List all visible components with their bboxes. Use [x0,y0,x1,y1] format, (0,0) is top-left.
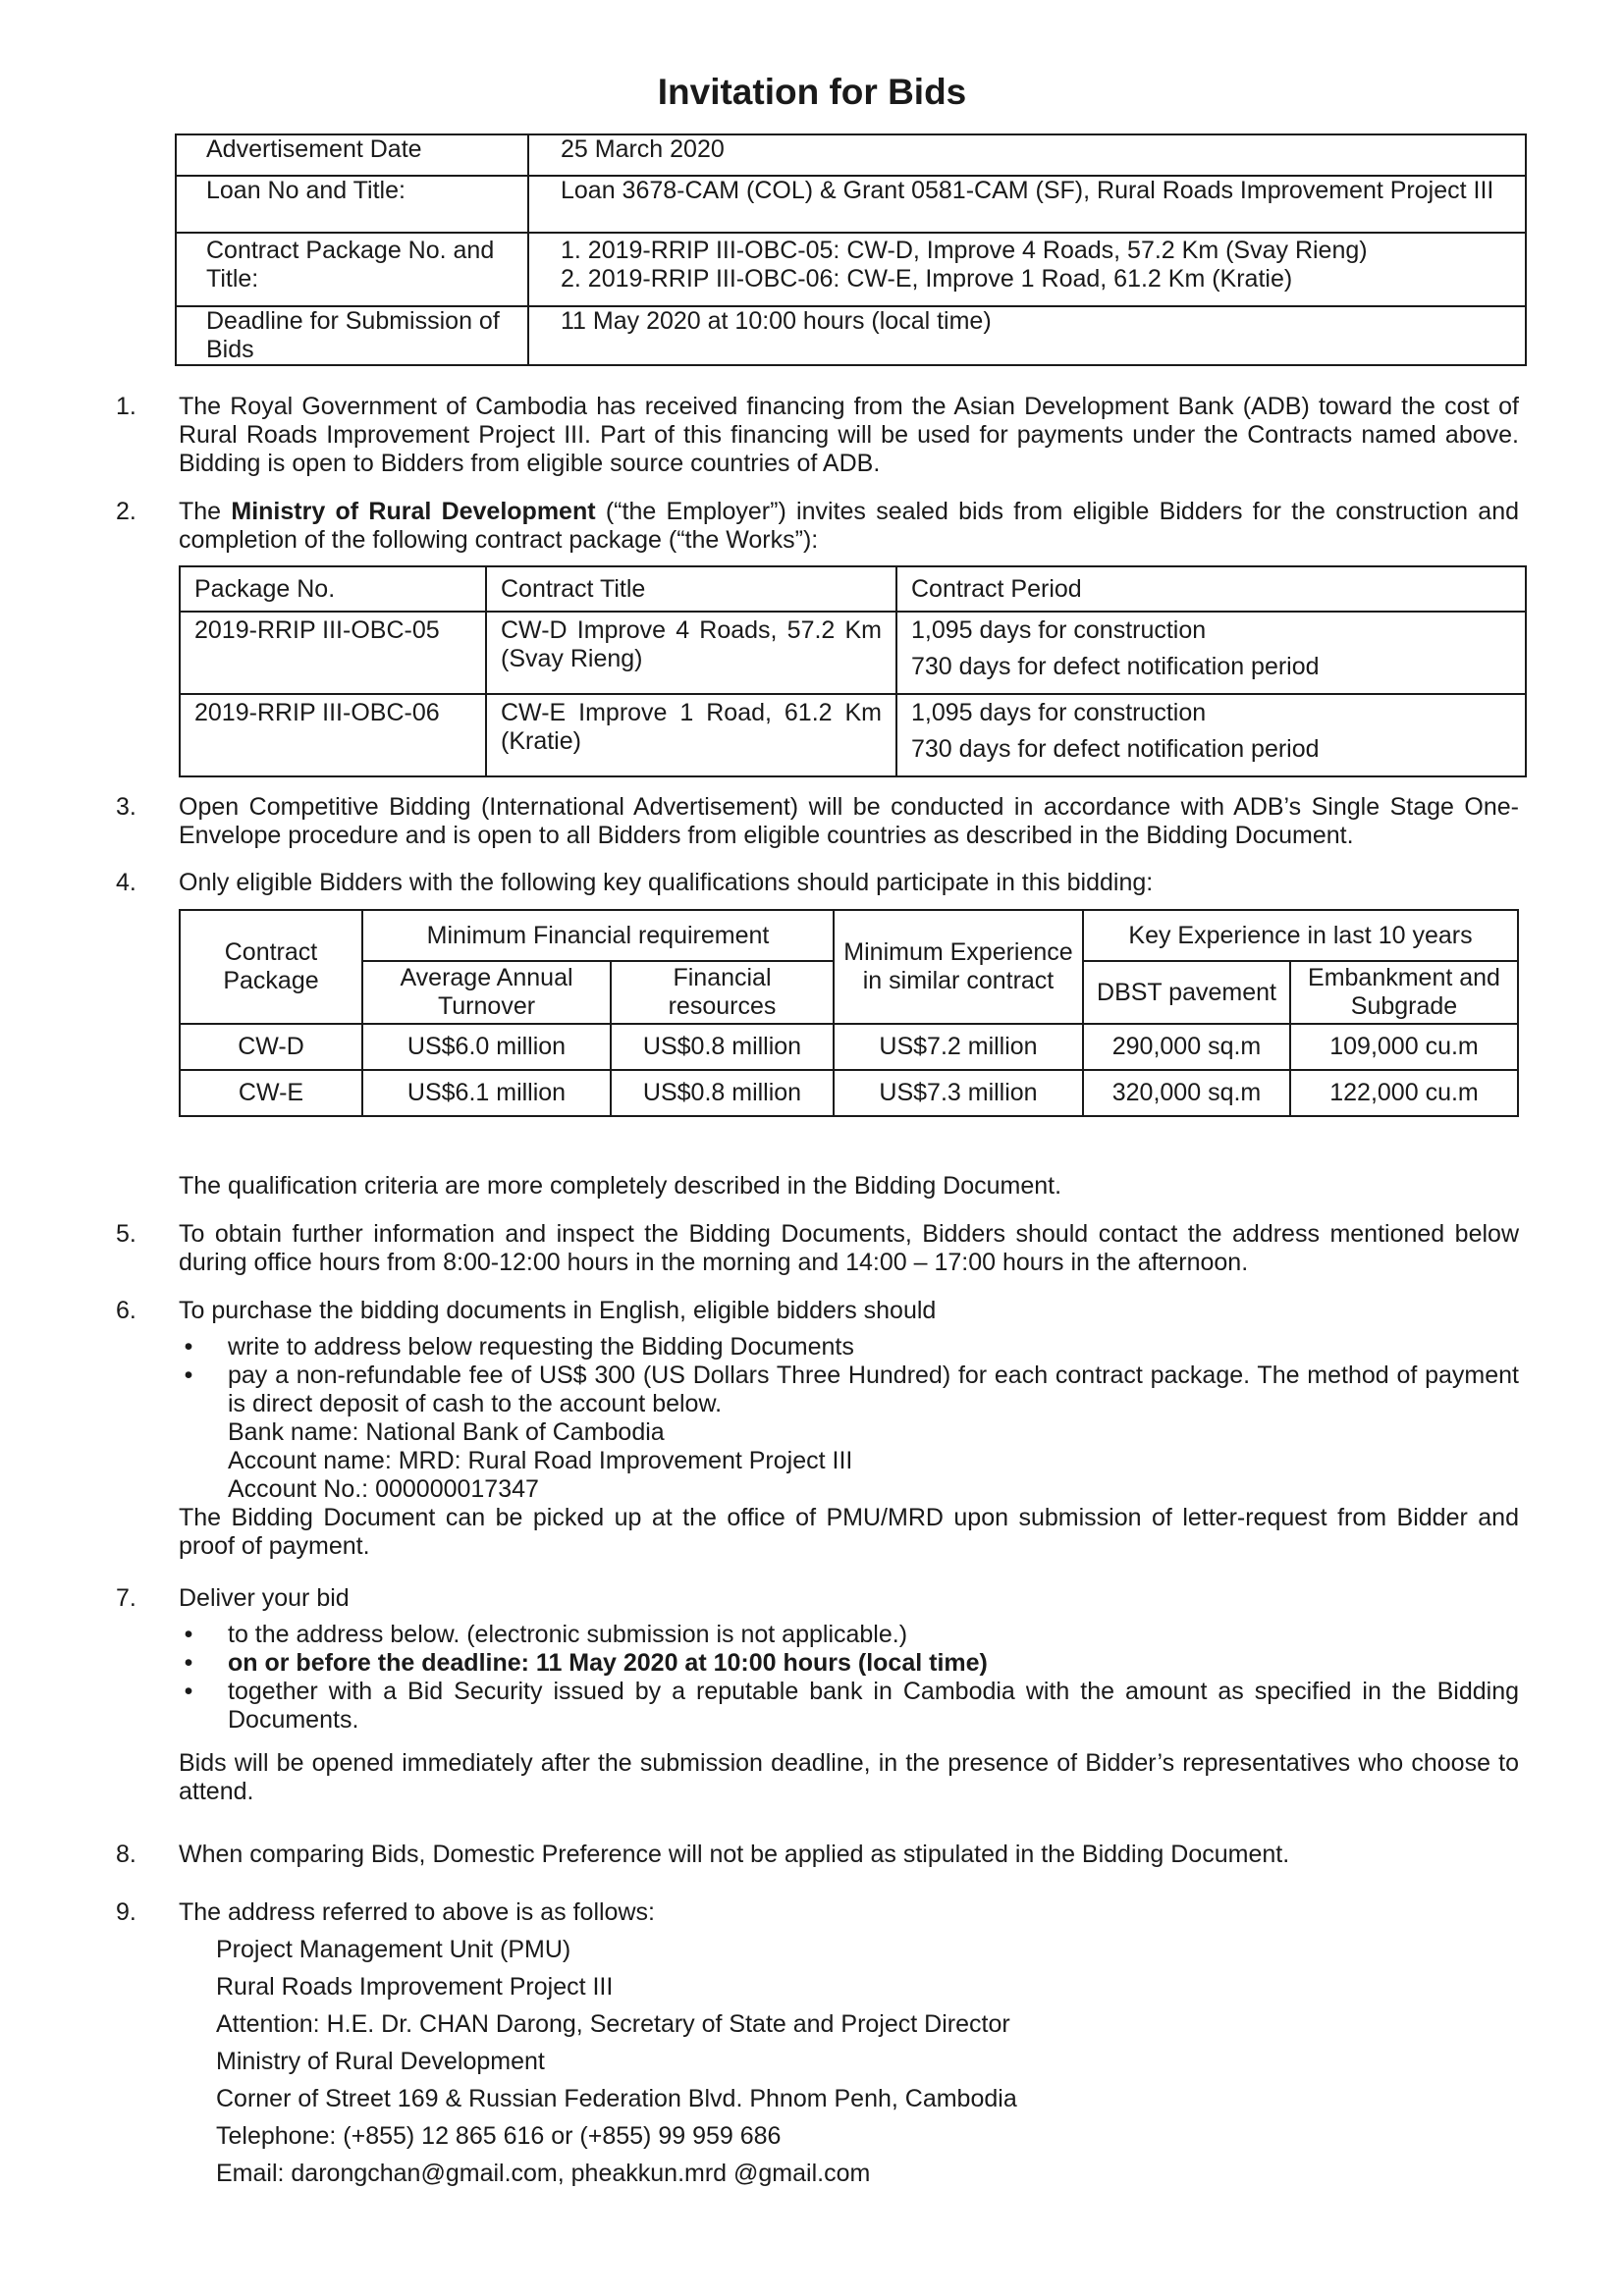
qual-turnover: US$6.0 million [362,1024,611,1070]
qual-row [180,1024,1518,1070]
works-table [179,565,1527,777]
qual-dbst: 290,000 sq.m [1083,1024,1290,1070]
works-header-row [180,566,1526,612]
qual-package: CW-E [180,1070,362,1116]
bullet-item [179,1649,1519,1678]
para-number: 5. [116,1220,136,1248]
qual-package: CW-D [180,1024,362,1070]
qual-embankment: 109,000 cu.m [1290,1024,1518,1070]
qual-resources: US$0.8 million [611,1070,834,1116]
bullet-glyph: • [184,1362,193,1389]
para-number: 1. [116,393,136,420]
qual-experience: US$7.3 million [834,1070,1083,1116]
info-value: 11 May 2020 at 10:00 hours (local time) [528,306,1526,365]
qual-header-dbst: DBST pavement [1083,961,1290,1024]
works-header: Contract Period [896,566,1526,612]
account-name: Account name: MRD: Rural Road Improvement Project III [228,1447,853,1474]
bullet-glyph: • [184,1649,193,1677]
period-construction: 1,095 days for construction [911,699,1207,726]
qual-resources: US$0.8 million [611,1024,834,1070]
qual-header-embankment: Embankment and Subgrade [1290,961,1518,1024]
address-line: Ministry of Rural Development [216,2048,545,2075]
info-value: 25 March 2020 [528,134,1526,176]
bullet-text: to the address below. (electronic submission is not applicable.) [228,1621,908,1648]
info-label [176,233,528,306]
para-text: Deliver your bid [179,1584,350,1612]
qualification-table [179,909,1519,1117]
bullet-glyph: • [184,1333,193,1361]
para-section [179,1584,1519,1806]
bullet-glyph: • [184,1678,193,1705]
qual-header-financial: Minimum Financial requirement [362,910,834,961]
qual-header-package: Contract Package [180,910,362,1024]
para-number: 3. [116,793,136,821]
para-text: The address referred to above is as follows: [179,1898,655,1926]
works-title: CW-E Improve 1 Road, 61.2 Km (Kratie) [486,694,896,776]
works-header: Package No. [180,566,486,612]
para-text: Bids will be opened immediately after the submission deadline, in the presence of Bidder’s representatives who choose to attend. [179,1749,1519,1805]
para-text: To purchase the bidding documents in English, eligible bidders should [179,1297,937,1324]
bullet-item [179,1621,1519,1649]
para-number: 6. [116,1297,136,1324]
bullet-text-deadline: on or before the deadline: 11 May 2020 at 10:00 hours (local time) [228,1649,988,1677]
bullet-list [179,1333,1519,1504]
works-package: 2019-RRIP III-OBC-06 [180,694,486,776]
works-header: Contract Title [486,566,896,612]
info-row [176,134,1526,176]
info-label: Loan No and Title: [176,176,528,233]
para-number: 8. [116,1841,136,1868]
para-number: 2. [116,498,136,525]
employer-name: Ministry of Rural Development [231,498,596,525]
address-line: Corner of Street 169 & Russian Federation Blvd. Phnom Penh, Cambodia [216,2085,1017,2112]
qualification-note: The qualification criteria are more completely described in the Bidding Document. [179,1172,1062,1200]
bank-name: Bank name: National Bank of Cambodia [228,1418,665,1446]
qual-row [180,1070,1518,1116]
para-text: Open Competitive Bidding (International Advertisement) will be conducted in accordance with ADB’s Single Stage One-Envelope procedure and is open to all Bidders from eligible countries as described in the Bidding Document. [179,793,1519,849]
works-row [180,612,1526,694]
para-text-pre: The [179,498,232,525]
account-number: Account No.: 000000017347 [228,1475,539,1503]
para-text: To obtain further information and inspect the Bidding Documents, Bidders should contact the address mentioned below during office hours from 8:00-12:00 hours in the morning and 14:00 – 17:00 hours in the afternoon. [179,1220,1519,1276]
para-text [179,498,1519,555]
works-title: CW-D Improve 4 Roads, 57.2 Km (Svay Rieng) [486,612,896,694]
bullet-item [179,1362,1519,1504]
bid-info-table [175,133,1527,366]
info-row [176,306,1526,365]
address-line: Rural Roads Improvement Project III [216,1973,614,2001]
info-label-text: Contract Package No. and Title: [206,237,495,293]
qual-header-turnover: Average Annual Turnover [362,961,611,1024]
para-text: The Royal Government of Cambodia has received financing from the Asian Development Bank (ADB) toward the cost of Rural Roads Improvement Project III. Part of this financing will be used for payments under the Contracts named above. Bidding is open to Bidders from eligible source countries of ADB. [179,393,1519,477]
bullet-item [179,1678,1519,1735]
package-line-2: 2. 2019-RRIP III-OBC-06: CW-E, Improve 1 Road, 61.2 Km (Kratie) [561,265,1293,293]
bullet-text: write to address below requesting the Bidding Documents [228,1333,854,1361]
bullet-text: pay a non-refundable fee of US$ 300 (US Dollars Three Hundred) for each contract package. The method of payment is direct deposit of cash to the account below. [228,1362,1519,1417]
qual-embankment: 122,000 cu.m [1290,1070,1518,1116]
para-number: 4. [116,869,136,896]
info-value [528,233,1526,306]
works-period [896,612,1526,694]
qual-dbst: 320,000 sq.m [1083,1070,1290,1116]
para-section [179,1297,1519,1561]
works-period [896,694,1526,776]
qual-turnover: US$6.1 million [362,1070,611,1116]
page-title: Invitation for Bids [657,72,967,112]
bullet-glyph: • [184,1621,193,1648]
info-label: Deadline for Submission of Bids [176,306,528,365]
para-text: The Bidding Document can be picked up at the office of PMU/MRD upon submission of letter-request from Bidder and proof of payment. [179,1504,1519,1560]
qual-header-resources: Financial resources [611,961,834,1024]
works-row [180,694,1526,776]
info-row [176,176,1526,233]
qual-header-key: Key Experience in last 10 years [1083,910,1518,961]
period-defect: 730 days for defect notification period [911,653,1320,680]
package-line-1: 1. 2019-RRIP III-OBC-05: CW-D, Improve 4 Roads, 57.2 Km (Svay Rieng) [561,237,1368,264]
qual-experience: US$7.2 million [834,1024,1083,1070]
qual-header-experience: Minimum Experience in similar contract [834,910,1083,1024]
period-defect: 730 days for defect notification period [911,735,1320,763]
para-text: Only eligible Bidders with the following key qualifications should participate in this bidding: [179,869,1154,896]
para-text: When comparing Bids, Domestic Preference will not be applied as stipulated in the Bidding Document. [179,1841,1290,1868]
address-line: Email: darongchan@gmail.com, pheakkun.mrd @gmail.com [216,2160,871,2187]
address-line: Attention: H.E. Dr. CHAN Darong, Secretary of State and Project Director [216,2010,1010,2038]
bullet-item [179,1333,1519,1362]
period-construction: 1,095 days for construction [911,616,1207,644]
address-line: Telephone: (+855) 12 865 616 or (+855) 99 959 686 [216,2122,782,2150]
address-block [216,1931,1492,2192]
info-value: Loan 3678-CAM (COL) & Grant 0581-CAM (SF), Rural Roads Improvement Project III [528,176,1526,233]
bullet-list [179,1621,1519,1735]
address-line: Project Management Unit (PMU) [216,1936,571,1963]
para-number: 9. [116,1898,136,1926]
works-package: 2019-RRIP III-OBC-05 [180,612,486,694]
info-label: Advertisement Date [176,134,528,176]
para-number: 7. [116,1584,136,1612]
info-row [176,233,1526,306]
qual-header-row [180,910,1518,961]
bullet-text: together with a Bid Security issued by a reputable bank in Cambodia with the amount as specified in the Bidding Documents. [228,1678,1519,1734]
para-text-post: (“the Employer”) invites sealed bids from eligible Bidders for the construction and completion of the following contract package (“the Works”): [179,498,1520,554]
